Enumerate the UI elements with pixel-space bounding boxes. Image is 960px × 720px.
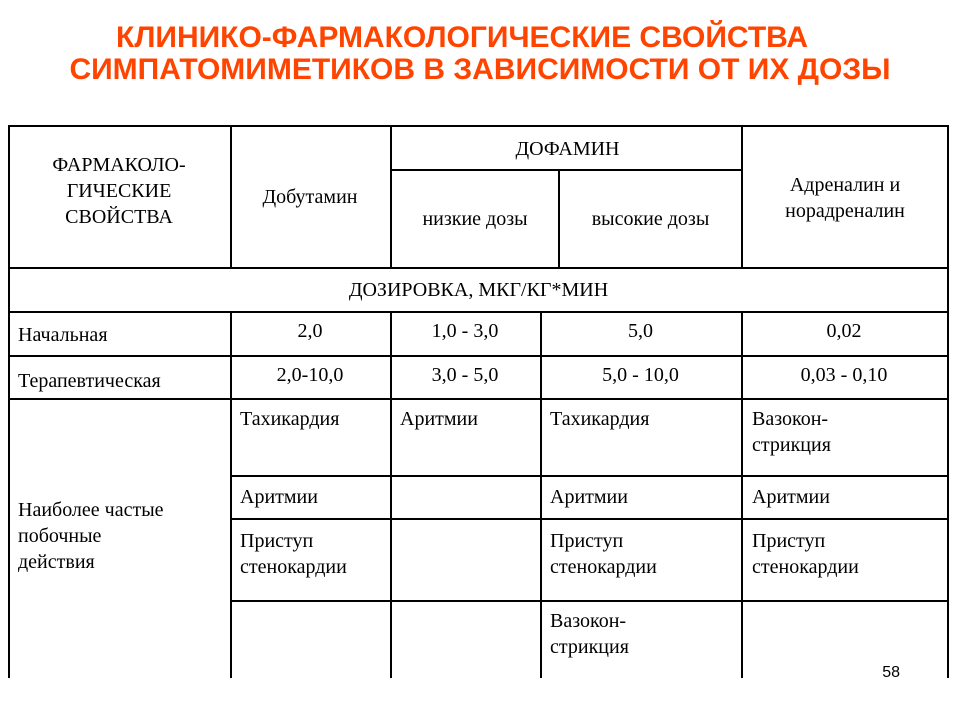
se-r3-dobutamine	[240, 528, 347, 580]
side-effects-label-line-1: Наиболее частые	[18, 499, 164, 521]
row-therapeutic-dopamine-low: 3,0 - 5,0	[431, 364, 499, 386]
row-therapeutic-label: Терапевтическая	[18, 370, 161, 392]
se-r3-dobutamine-line-1: Приступ	[240, 530, 314, 552]
table-border-right	[947, 125, 949, 678]
header-high-doses: высокие дозы	[591, 208, 710, 230]
se-r1-dopamine-low: Аритмии	[400, 408, 478, 430]
table-border-top	[8, 125, 949, 127]
se-r3-adrenaline	[752, 528, 859, 580]
row-initial-adrenaline: 0,02	[826, 320, 862, 342]
dopamine-header-divider	[392, 169, 743, 171]
row2-bottom-line	[8, 398, 949, 400]
se-r4-dopamine-high	[550, 608, 629, 660]
side-effects-label-line-3: действия	[18, 551, 95, 573]
header-properties-line-3: СВОЙСТВА	[65, 206, 173, 228]
se-r1-dobutamine: Тахикардия	[240, 408, 340, 430]
se-r3-dopamine-high	[550, 528, 657, 580]
side-effects-label-line-2: побочные	[18, 525, 102, 547]
header-bottom-line	[8, 267, 949, 269]
row-therapeutic-dobutamine: 2,0-10,0	[276, 364, 344, 386]
se-r1-adrenaline	[752, 406, 831, 458]
se-r4-dopamine-high-line-1: Вазокон-	[550, 610, 627, 632]
header-properties	[8, 152, 230, 230]
title-line-2: СИМПАТОМИМЕТИКОВ В ЗАВИСИМОСТИ ОТ ИХ ДОЗЫ	[69, 53, 891, 86]
header-low-doses: низкие дозы	[422, 208, 528, 230]
row-initial-label: Начальная	[18, 324, 108, 346]
se-row2-bottom-line	[230, 518, 949, 520]
se-r1-dopamine-high: Тахикардия	[550, 408, 650, 430]
se-r3-dopamine-high-line-2: стенокардии	[550, 556, 657, 578]
header-adrenaline-line-2: норадреналин	[785, 200, 905, 222]
row-initial-dopamine-high: 5,0	[628, 320, 653, 342]
header-properties-line-2: ГИЧЕСКИЕ	[66, 180, 172, 202]
row-initial-dopamine-low: 1,0 - 3,0	[431, 320, 499, 342]
se-r4-dopamine-high-line-2: стрикция	[550, 636, 629, 658]
header-dobutamine: Добутамин	[262, 186, 358, 208]
se-r2-dopamine-high: Аритмии	[550, 486, 628, 508]
title-line-1: КЛИНИКО-ФАРМАКОЛОГИЧЕСКИЕ СВОЙСТВА	[116, 21, 808, 54]
page-number: 58	[882, 664, 900, 681]
row-therapeutic-adrenaline: 0,03 - 0,10	[800, 364, 888, 386]
se-r3-adrenaline-line-1: Приступ	[752, 530, 826, 552]
header-properties-line-1: ФАРМАКОЛО-	[52, 154, 186, 176]
se-r3-dopamine-high-line-1: Приступ	[550, 530, 624, 552]
header-dopamine: ДОФАМИН	[515, 138, 620, 160]
row-initial-dobutamine: 2,0	[297, 320, 323, 342]
se-r1-adrenaline-line-1: Вазокон-	[752, 408, 829, 430]
se-row1-bottom-line	[230, 475, 949, 477]
se-row3-bottom-line	[230, 600, 949, 602]
se-r3-adrenaline-line-2: стенокардии	[752, 556, 859, 578]
header-adrenaline-line-1: Адреналин и	[789, 174, 901, 196]
side-effects-label	[18, 497, 164, 575]
dosage-bottom-line	[8, 311, 949, 313]
row-therapeutic-dopamine-high: 5,0 - 10,0	[602, 364, 679, 386]
header-adrenaline	[743, 172, 947, 224]
se-r2-dobutamine: Аритмии	[240, 486, 318, 508]
se-r1-adrenaline-line-2: стрикция	[752, 434, 831, 456]
row1-bottom-line	[8, 355, 949, 357]
se-r3-dobutamine-line-2: стенокардии	[240, 556, 347, 578]
dosage-section-title: ДОЗИРОВКА, МКГ/КГ*МИН	[348, 279, 609, 301]
se-r2-adrenaline: Аритмии	[752, 486, 830, 508]
